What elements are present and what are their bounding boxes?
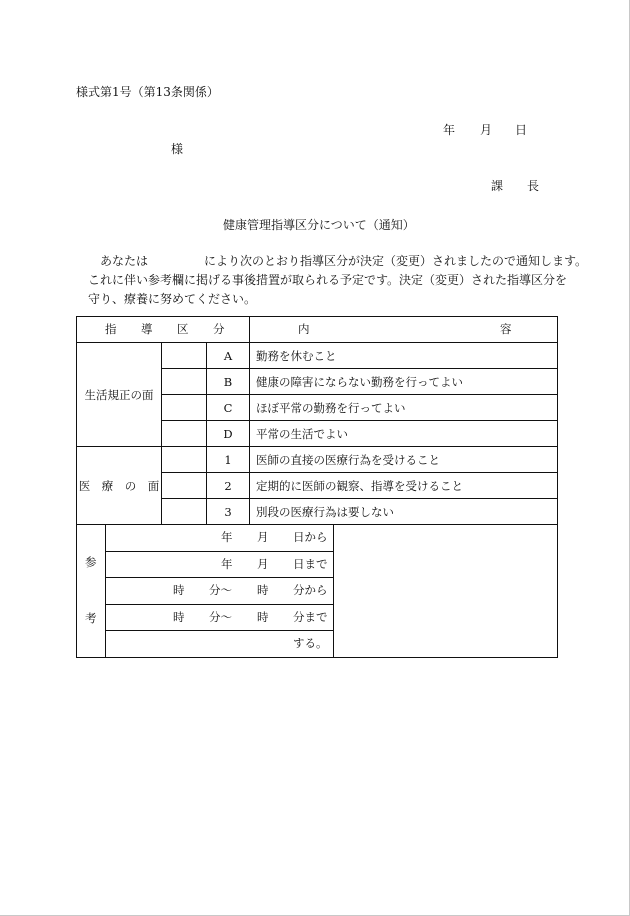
code-cell: 3 <box>207 499 250 525</box>
ref-year: 年 <box>221 530 233 544</box>
ref-hour: 時 <box>257 583 269 597</box>
sender-cho: 長 <box>527 179 540 193</box>
reference-label <box>77 525 106 658</box>
reference-table <box>76 524 558 658</box>
body-line1-a: あなたは <box>100 254 149 268</box>
reference-blank-cell <box>334 525 558 658</box>
blank-cell <box>162 395 207 421</box>
blank-cell <box>162 473 207 499</box>
ref-hour: 時 <box>173 609 185 624</box>
document-title: 健康管理指導区分について（通知） <box>223 218 415 232</box>
ref-month: 月 <box>257 556 269 571</box>
content-cell: 定期的に医師の観察、指導を受けること <box>250 473 558 499</box>
reference-row-start-date <box>106 525 333 552</box>
guidance-table <box>76 316 558 525</box>
group-label-medical: 医 療 の 面 <box>77 447 162 525</box>
blank-cell <box>162 499 207 525</box>
ref-minute: 分〜 <box>209 609 232 624</box>
group-label-lifestyle: 生活規正の面 <box>77 343 162 447</box>
ref-month: 月 <box>257 530 269 544</box>
header-char: 導 <box>141 322 153 336</box>
reference-label-bottom: 考 <box>85 611 97 625</box>
ref-minute-from: 分から <box>293 583 328 597</box>
body-line1-b: により次のとおり指導区分が決定（変更）されましたので通知します。 <box>204 254 588 268</box>
content-cell: 平常の生活でよい <box>250 421 558 447</box>
code-cell: 2 <box>207 473 250 499</box>
ref-minute: 分〜 <box>209 583 232 597</box>
header-classification <box>77 317 250 343</box>
reference-row-end-date <box>106 552 333 579</box>
blank-cell <box>162 421 207 447</box>
reference-row-start-time <box>106 578 333 605</box>
ref-hour: 時 <box>257 609 269 624</box>
ref-suru: する。 <box>293 636 328 650</box>
content-cell: ほぼ平常の勤務を行ってよい <box>250 395 558 421</box>
header-char: 指 <box>105 322 117 336</box>
content-cell: 医師の直接の医療行為を受けること <box>250 447 558 473</box>
code-cell: B <box>207 369 250 395</box>
body-line2: これに伴い参考欄に掲げる事後措置が取られる予定です。決定（変更）された指導区分を <box>88 273 568 287</box>
ref-day-from: 日から <box>293 530 328 544</box>
table-row <box>77 447 558 473</box>
header-char: 内 <box>298 322 310 336</box>
header-content <box>250 317 558 343</box>
date-year-label: 年 <box>443 123 456 137</box>
body-line3: 守り、療養に努めてください。 <box>88 292 257 306</box>
content-cell: 勤務を休むこと <box>250 343 558 369</box>
blank-cell <box>162 369 207 395</box>
blank-cell <box>162 343 207 369</box>
header-char: 容 <box>500 322 512 336</box>
code-cell: 1 <box>207 447 250 473</box>
ref-day-until: 日まで <box>293 556 328 571</box>
blank-cell <box>162 447 207 473</box>
reference-period-cell <box>106 525 334 658</box>
ref-year: 年 <box>221 556 233 571</box>
table-row <box>77 343 558 369</box>
sender-ka: 課 <box>491 179 504 193</box>
reference-row-action <box>106 631 333 657</box>
date-month-label: 月 <box>480 123 493 137</box>
addressee-suffix: 様 <box>171 142 184 156</box>
content-cell: 別段の医療行為は要しない <box>250 499 558 525</box>
header-char: 分 <box>213 322 225 336</box>
reference-row-end-time <box>106 605 333 632</box>
code-cell: C <box>207 395 250 421</box>
content-cell: 健康の障害にならない勤務を行ってよい <box>250 369 558 395</box>
date-day-label: 日 <box>515 123 528 137</box>
ref-minute-until: 分まで <box>293 609 328 624</box>
reference-label-top: 参 <box>85 555 97 569</box>
code-cell: A <box>207 343 250 369</box>
ref-hour: 時 <box>173 583 185 597</box>
header-char: 区 <box>177 322 189 336</box>
code-cell: D <box>207 421 250 447</box>
form-number: 様式第1号（第13条関係） <box>76 85 219 99</box>
